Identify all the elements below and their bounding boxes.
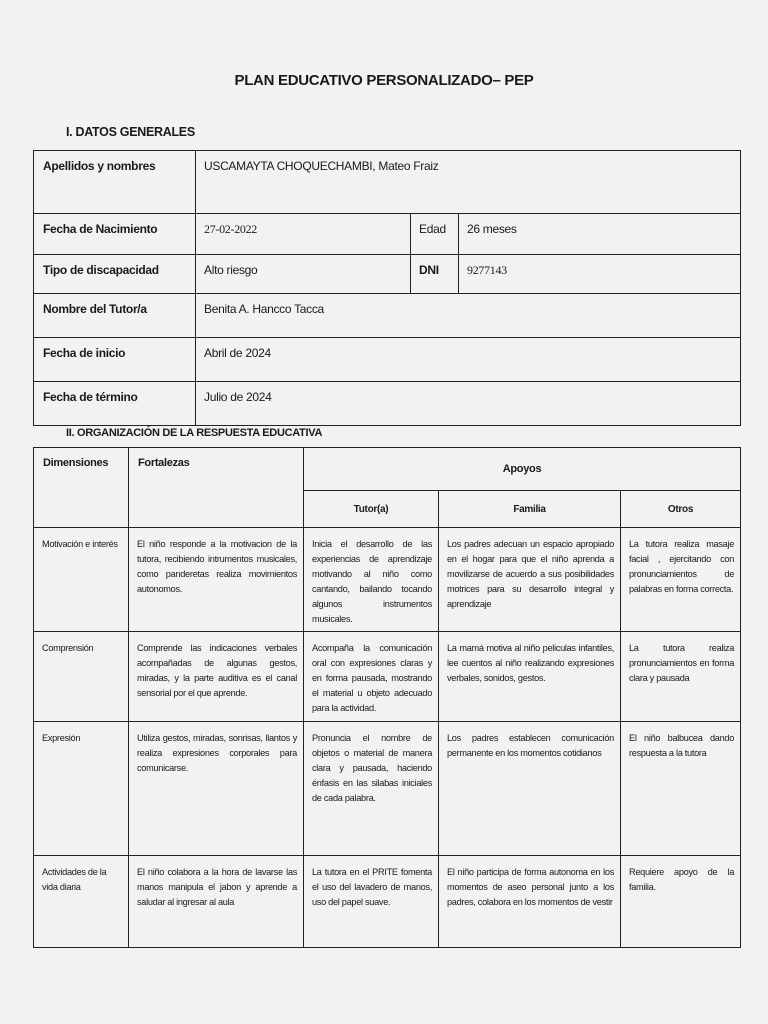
support-table	[33, 447, 741, 948]
tutor-label: Nombre del Tutor/a	[34, 294, 196, 338]
tutor-cell: La tutora en el PRITE fomenta el uso del lavadero de manos, uso del papel suave.	[304, 856, 439, 948]
dimension-cell: Motivación e interés	[34, 528, 129, 632]
table-row	[34, 722, 741, 856]
dimension-cell: Comprensión	[34, 632, 129, 722]
fortalezas-cell: El niño colabora a la hora de lavarse las manos manipula el jabon y aprende a saludar al ingresar al aula	[129, 856, 304, 948]
familia-cell: Los padres establecen comunicación permanente en los momentos cotidianos	[439, 722, 621, 856]
age-value: 26 meses	[459, 214, 741, 255]
tutor-cell: Acompaña la comunicación oral con expresiones claras y en forma pausada, mostrando el material u objeto adecuado para la actividad.	[304, 632, 439, 722]
tutor-cell: Pronuncia el nombre de objetos o material de manera clara y pausada, haciendo énfasis en las silabas iniciales de cada palabra.	[304, 722, 439, 856]
tutor-value: Benita A. Hancco Tacca	[196, 294, 741, 338]
otros-cell: El niño balbucea dando respuesta a la tutora	[621, 722, 741, 856]
otros-cell: La tutora realiza masaje facial , ejercitando con pronunciamientos de palabras en forma correcta.	[621, 528, 741, 632]
table-row	[34, 294, 741, 338]
familia-cell: La mamá motiva al niño peliculas infantiles, lee cuentos al niño realizando expresiones verbales, sonidos, gestos.	[439, 632, 621, 722]
dimension-cell: Actividades de la vida diaria	[34, 856, 129, 948]
dni-label: DNI	[411, 255, 459, 294]
header-familia: Familia	[439, 491, 621, 528]
header-tutor: Tutor(a)	[304, 491, 439, 528]
otros-cell: Requiere apoyo de la familia.	[621, 856, 741, 948]
table-row	[34, 151, 741, 214]
section-organization-heading: II. ORGANIZACIÓN DE LA RESPUESTA EDUCATIVA	[66, 427, 323, 439]
otros-cell: La tutora realiza pronunciamientos en forma clara y pausada	[621, 632, 741, 722]
birth-label: Fecha de Nacimiento	[34, 214, 196, 255]
header-otros: Otros	[621, 491, 741, 528]
start-label: Fecha de inicio	[34, 338, 196, 382]
fortalezas-cell: El niño responde a la motivacion de la tutora, recibiendo intrumentos musicales, como panderetas realiza movimientos autonomos.	[129, 528, 304, 632]
fortalezas-cell: Comprende las indicaciones verbales acompañadas de algunas gestos, miradas, y la parte auditiva es el canal sensorial por el que aprende.	[129, 632, 304, 722]
header-fortalezas: Fortalezas	[129, 448, 304, 528]
section-general-heading: I. DATOS GENERALES	[66, 125, 195, 139]
age-label: Edad	[411, 214, 459, 255]
disability-label: Tipo de discapacidad	[34, 255, 196, 294]
start-value: Abril de 2024	[196, 338, 741, 382]
document-title: PLAN EDUCATIVO PERSONALIZADO– PEP	[234, 72, 534, 89]
table-row	[34, 856, 741, 948]
disability-value: Alto riesgo	[196, 255, 411, 294]
end-value: Julio de 2024	[196, 382, 741, 426]
name-value: USCAMAYTA CHOQUECHAMBI, Mateo Fraiz	[196, 151, 741, 214]
header-apoyos: Apoyos	[304, 448, 741, 491]
familia-cell: El niño participa de forma autonoma en los momentos de aseo personal junto a los padres, colabora en los momentos de vestir	[439, 856, 621, 948]
familia-cell: Los padres adecuan un espacio apropiado en el hogar para que el niño aprenda a movilizarse de acuerdo a sus posibilidades motrices para su desarrollo integral y aprendizaje	[439, 528, 621, 632]
dimension-cell: Expresión	[34, 722, 129, 856]
fortalezas-cell: Utiliza gestos, miradas, sonrisas, llantos y realiza expresiones corporales para comunicarse.	[129, 722, 304, 856]
table-row	[34, 382, 741, 426]
general-data-table	[33, 150, 741, 426]
table-row	[34, 528, 741, 632]
dni-value: 9277143	[459, 255, 741, 294]
table-header-row	[34, 448, 741, 491]
tutor-cell: Inicia el desarrollo de las experiencias de aprendizaje motivando al niño como cantando, bailando tocando algunos instrumentos musicales.	[304, 528, 439, 632]
header-dimensiones: Dimensiones	[34, 448, 129, 528]
end-label: Fecha de término	[34, 382, 196, 426]
table-row	[34, 338, 741, 382]
table-row	[34, 255, 741, 294]
birth-value: 27-02-2022	[196, 214, 411, 255]
name-label: Apellidos y nombres	[34, 151, 196, 214]
table-row	[34, 214, 741, 255]
table-row	[34, 632, 741, 722]
